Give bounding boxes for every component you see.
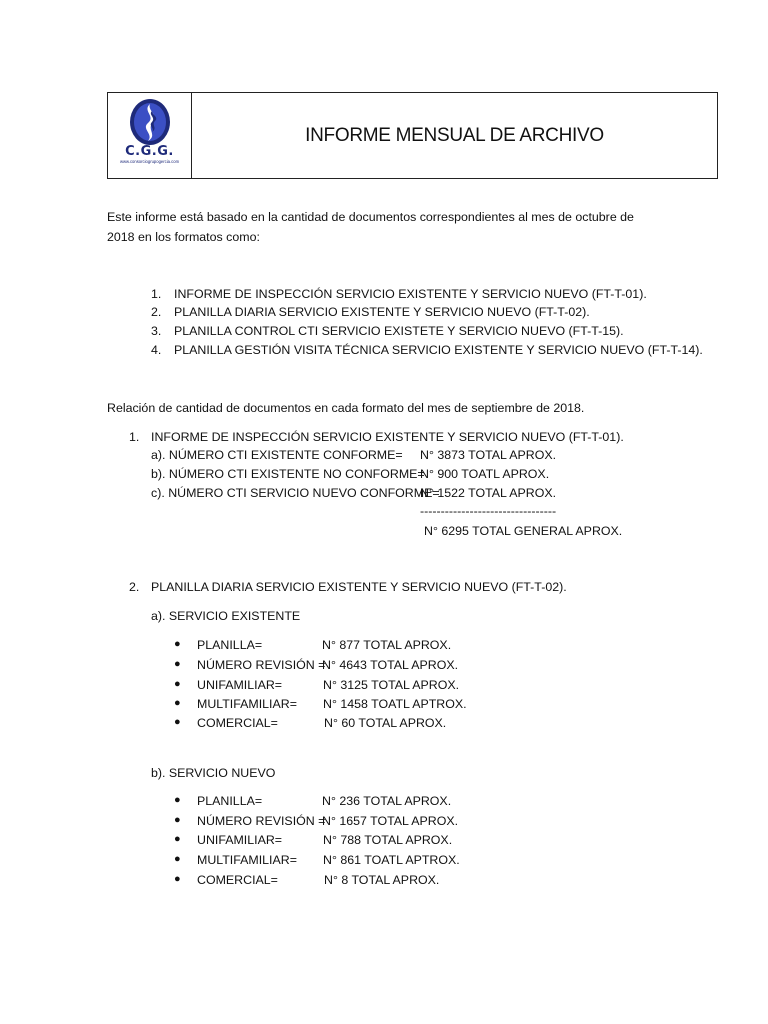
- item-value: N° 3125 TOTAL APROX.: [323, 678, 460, 692]
- item-value: N° 3873 TOTAL APROX.: [420, 448, 557, 462]
- item-value: N° 8 TOTAL APROX.: [324, 873, 440, 887]
- item-label: UNIFAMILIAR=: [197, 833, 283, 847]
- item-label: UNIFAMILIAR=: [197, 678, 283, 692]
- item-value: N° 1458 TOATL APTROX.: [323, 697, 467, 711]
- section-title: INFORME DE INSPECCIÓN SERVICIO EXISTENTE Y SERVICIO NUEVO (FT-T-01).: [151, 430, 624, 444]
- section-title: PLANILLA DIARIA SERVICIO EXISTENTE Y SERVICIO NUEVO (FT-T-02).: [151, 580, 567, 594]
- item-value: N° 1657 TOTAL APROX.: [322, 814, 459, 828]
- item-value: N° 788 TOTAL APROX.: [323, 833, 453, 847]
- item-label: NÚMERO REVISIÓN =: [197, 814, 326, 828]
- section-number: 2.: [129, 580, 140, 594]
- item-value: N° 877 TOTAL APROX.: [322, 638, 452, 652]
- item-label: PLANILLA=: [197, 638, 263, 652]
- relacion-paragraph: Relación de cantidad de documentos en cada formato del mes de septiembre de 2018.: [107, 401, 585, 415]
- intro-paragraph: Este informe está basado en la cantidad de documentos correspondientes al mes de octubre de 2018 en los formatos como:: [107, 210, 634, 244]
- subsection-title: a). SERVICIO EXISTENTE: [151, 609, 301, 623]
- list-item-number: 4.: [151, 343, 162, 357]
- bullet-icon: ●: [174, 794, 181, 806]
- bullet-icon: ●: [174, 638, 181, 650]
- logo: [108, 93, 192, 178]
- logo-name: C.G.G.: [125, 144, 174, 159]
- item-value: N° 60 TOTAL APROX.: [324, 716, 447, 730]
- bullet-icon: ●: [174, 853, 181, 865]
- bullet-icon: ●: [174, 678, 181, 690]
- bullet-icon: ●: [174, 814, 181, 826]
- bullet-icon: ●: [174, 716, 181, 728]
- bullet-icon: ●: [174, 873, 181, 885]
- list-item-text: INFORME DE INSPECCIÓN SERVICIO EXISTENTE Y SERVICIO NUEVO (FT-T-01).: [174, 287, 647, 301]
- item-label: COMERCIAL=: [197, 716, 278, 730]
- list-item-number: 2.: [151, 305, 162, 319]
- item-value: N° 4643 TOTAL APROX.: [322, 658, 459, 672]
- bullet-icon: ●: [174, 697, 181, 709]
- item-label: b). NÚMERO CTI EXISTENTE NO CONFORME=: [151, 467, 425, 481]
- item-label: MULTIFAMILIAR=: [197, 853, 297, 867]
- list-item-number: 1.: [151, 287, 162, 301]
- list-item-text: PLANILLA GESTIÓN VISITA TÉCNICA SERVICIO EXISTENTE Y SERVICIO NUEVO (FT-T-14).: [174, 343, 703, 357]
- item-label: c). NÚMERO CTI SERVICIO NUEVO CONFORME=: [151, 486, 440, 500]
- separator-line: ---------------------------------: [420, 504, 557, 518]
- item-label: PLANILLA=: [197, 794, 263, 808]
- cgg-flame-icon: [128, 97, 172, 147]
- item-label: NÚMERO REVISIÓN =: [197, 658, 326, 672]
- grand-total: N° 6295 TOTAL GENERAL APROX.: [424, 524, 623, 538]
- section-number: 1.: [129, 430, 140, 444]
- document-title: INFORME MENSUAL DE ARCHIVO: [305, 124, 604, 146]
- item-label: COMERCIAL=: [197, 873, 278, 887]
- item-value: N° 861 TOATL APTROX.: [323, 853, 460, 867]
- item-value: N° 236 TOTAL APROX.: [322, 794, 452, 808]
- item-label: a). NÚMERO CTI EXISTENTE CONFORME=: [151, 448, 403, 462]
- list-item-text: PLANILLA CONTROL CTI SERVICIO EXISTETE Y SERVICIO NUEVO (FT-T-15).: [174, 324, 624, 338]
- subsection-title: b). SERVICIO NUEVO: [151, 766, 276, 780]
- list-item-text: PLANILLA DIARIA SERVICIO EXISTENTE Y SERVICIO NUEVO (FT-T-02).: [174, 305, 590, 319]
- list-item-number: 3.: [151, 324, 162, 338]
- logo-url: www.consorciogrupogercia.com: [119, 159, 180, 164]
- item-value: N° 900 TOATL APROX.: [420, 467, 550, 481]
- item-label: MULTIFAMILIAR=: [197, 697, 297, 711]
- document-header: [107, 92, 718, 179]
- bullet-icon: ●: [174, 833, 181, 845]
- bullet-icon: ●: [174, 658, 181, 670]
- item-value: N° 1522 TOTAL APROX.: [420, 486, 557, 500]
